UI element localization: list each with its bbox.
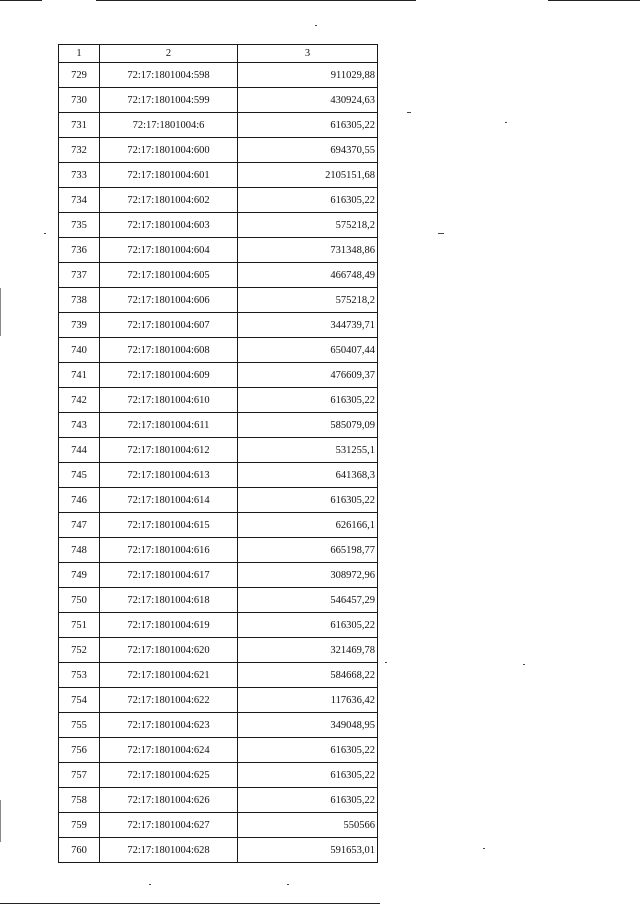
- cadastral-value-cell: 430924,63: [238, 88, 378, 113]
- table-row: [59, 413, 378, 438]
- cadastral-number-cell: 72:17:1801004:616: [100, 538, 238, 563]
- row-number-cell: 738: [59, 288, 100, 313]
- row-number-cell: 742: [59, 388, 100, 413]
- table-row: [59, 563, 378, 588]
- speck: [287, 884, 289, 885]
- speck: [407, 112, 411, 113]
- speck: [149, 884, 151, 885]
- cadastral-value-cell: 616305,22: [238, 788, 378, 813]
- row-number-cell: 744: [59, 438, 100, 463]
- table-row: [59, 263, 378, 288]
- cadastral-value-cell: 591653,01: [238, 838, 378, 863]
- cadastral-number-cell: 72:17:1801004:601: [100, 163, 238, 188]
- cadastral-number-cell: 72:17:1801004:613: [100, 463, 238, 488]
- cadastral-value-cell: 626166,1: [238, 513, 378, 538]
- header-col-3: 3: [238, 45, 378, 63]
- table-header: [59, 45, 378, 63]
- cadastral-number-cell: 72:17:1801004:608: [100, 338, 238, 363]
- cadastral-number-cell: 72:17:1801004:622: [100, 688, 238, 713]
- speck: [483, 848, 485, 849]
- table-row: [59, 713, 378, 738]
- table-row: [59, 588, 378, 613]
- scan-top-edge-line-mid: [96, 0, 416, 1]
- table-row: [59, 538, 378, 563]
- cadastral-value-cell: 616305,22: [238, 388, 378, 413]
- row-number-cell: 754: [59, 688, 100, 713]
- table-row: [59, 88, 378, 113]
- cadastral-value-cell: 2105151,68: [238, 163, 378, 188]
- row-number-cell: 743: [59, 413, 100, 438]
- table-row: [59, 188, 378, 213]
- cadastral-number-cell: 72:17:1801004:615: [100, 513, 238, 538]
- table-row: [59, 363, 378, 388]
- row-number-cell: 729: [59, 63, 100, 88]
- row-number-cell: 740: [59, 338, 100, 363]
- header-row: [59, 45, 378, 63]
- row-number-cell: 748: [59, 538, 100, 563]
- row-number-cell: 732: [59, 138, 100, 163]
- cadastral-number-cell: 72:17:1801004:605: [100, 263, 238, 288]
- cadastral-value-cell: 531255,1: [238, 438, 378, 463]
- speck: [505, 122, 507, 123]
- table-row: [59, 638, 378, 663]
- scan-bottom-edge-line: [0, 903, 380, 904]
- row-number-cell: 741: [59, 363, 100, 388]
- cadastral-number-cell: 72:17:1801004:618: [100, 588, 238, 613]
- cadastral-value-cell: 585079,09: [238, 413, 378, 438]
- table-body: [59, 63, 378, 863]
- row-number-cell: 749: [59, 563, 100, 588]
- row-number-cell: 759: [59, 813, 100, 838]
- cadastral-number-cell: 72:17:1801004:598: [100, 63, 238, 88]
- table-row: [59, 163, 378, 188]
- cadastral-value-cell: 911029,88: [238, 63, 378, 88]
- table-row: [59, 313, 378, 338]
- cadastral-value-cell: 641368,3: [238, 463, 378, 488]
- row-number-cell: 745: [59, 463, 100, 488]
- cadastral-value-cell: 349048,95: [238, 713, 378, 738]
- cadastral-number-cell: 72:17:1801004:611: [100, 413, 238, 438]
- cadastral-number-cell: 72:17:1801004:620: [100, 638, 238, 663]
- cadastral-number-cell: 72:17:1801004:623: [100, 713, 238, 738]
- table-row: [59, 213, 378, 238]
- row-number-cell: 757: [59, 763, 100, 788]
- table-row: [59, 388, 378, 413]
- cadastral-value-cell: 616305,22: [238, 188, 378, 213]
- row-number-cell: 760: [59, 838, 100, 863]
- scan-top-edge-line-right: [548, 0, 640, 1]
- speck: [315, 25, 317, 26]
- header-col-1: 1: [59, 45, 100, 63]
- cadastral-value-cell: 694370,55: [238, 138, 378, 163]
- cadastral-number-cell: 72:17:1801004:600: [100, 138, 238, 163]
- table-row: [59, 438, 378, 463]
- table-row: [59, 138, 378, 163]
- row-number-cell: 737: [59, 263, 100, 288]
- row-number-cell: 736: [59, 238, 100, 263]
- cadastral-number-cell: 72:17:1801004:619: [100, 613, 238, 638]
- row-number-cell: 753: [59, 663, 100, 688]
- row-number-cell: 739: [59, 313, 100, 338]
- speck: [438, 233, 444, 234]
- row-number-cell: 735: [59, 213, 100, 238]
- row-number-cell: 747: [59, 513, 100, 538]
- table-row: [59, 788, 378, 813]
- cadastral-value-cell: 584668,22: [238, 663, 378, 688]
- cadastral-value-cell: 616305,22: [238, 763, 378, 788]
- cadastral-value-cell: 650407,44: [238, 338, 378, 363]
- table-row: [59, 63, 378, 88]
- cadastral-value-cell: 616305,22: [238, 113, 378, 138]
- table-row: [59, 288, 378, 313]
- cadastral-number-cell: 72:17:1801004:614: [100, 488, 238, 513]
- row-number-cell: 758: [59, 788, 100, 813]
- cadastral-value-cell: 117636,42: [238, 688, 378, 713]
- cadastral-number-cell: 72:17:1801004:627: [100, 813, 238, 838]
- cadastral-number-cell: 72:17:1801004:606: [100, 288, 238, 313]
- row-number-cell: 750: [59, 588, 100, 613]
- cadastral-value-cell: 575218,2: [238, 288, 378, 313]
- table-row: [59, 238, 378, 263]
- cadastral-value-cell: 575218,2: [238, 213, 378, 238]
- table-row: [59, 613, 378, 638]
- table-row: [59, 763, 378, 788]
- cadastral-value-cell: 616305,22: [238, 738, 378, 763]
- cadastral-number-cell: 72:17:1801004:624: [100, 738, 238, 763]
- cadastral-number-cell: 72:17:1801004:628: [100, 838, 238, 863]
- cadastral-number-cell: 72:17:1801004:607: [100, 313, 238, 338]
- cadastral-number-cell: 72:17:1801004:604: [100, 238, 238, 263]
- table-row: [59, 513, 378, 538]
- cadastral-number-cell: 72:17:1801004:6: [100, 113, 238, 138]
- table-row: [59, 688, 378, 713]
- cadastral-value-cell: 476609,37: [238, 363, 378, 388]
- row-number-cell: 756: [59, 738, 100, 763]
- cadastral-value-cell: 546457,29: [238, 588, 378, 613]
- table-row: [59, 663, 378, 688]
- cadastral-value-cell: 344739,71: [238, 313, 378, 338]
- table-row: [59, 813, 378, 838]
- speck: [523, 664, 525, 665]
- cadastral-value-table: [58, 44, 378, 863]
- row-number-cell: 751: [59, 613, 100, 638]
- table-row: [59, 738, 378, 763]
- cadastral-value-cell: 616305,22: [238, 488, 378, 513]
- speck: [385, 662, 387, 663]
- cadastral-value-cell: 731348,86: [238, 238, 378, 263]
- cadastral-number-cell: 72:17:1801004:603: [100, 213, 238, 238]
- speck: [44, 233, 46, 234]
- row-number-cell: 731: [59, 113, 100, 138]
- row-number-cell: 730: [59, 88, 100, 113]
- cadastral-number-cell: 72:17:1801004:621: [100, 663, 238, 688]
- table-row: [59, 338, 378, 363]
- cadastral-value-cell: 321469,78: [238, 638, 378, 663]
- cadastral-value-cell: 308972,96: [238, 563, 378, 588]
- header-col-2: 2: [100, 45, 238, 63]
- cadastral-value-cell: 665198,77: [238, 538, 378, 563]
- cadastral-number-cell: 72:17:1801004:626: [100, 788, 238, 813]
- cadastral-value-cell: 550566: [238, 813, 378, 838]
- cadastral-number-cell: 72:17:1801004:609: [100, 363, 238, 388]
- cadastral-number-cell: 72:17:1801004:610: [100, 388, 238, 413]
- row-number-cell: 734: [59, 188, 100, 213]
- cadastral-value-cell: 466748,49: [238, 263, 378, 288]
- cadastral-number-cell: 72:17:1801004:602: [100, 188, 238, 213]
- cadastral-number-cell: 72:17:1801004:612: [100, 438, 238, 463]
- table-row: [59, 113, 378, 138]
- scan-left-edge-mark-2: [0, 800, 1, 842]
- row-number-cell: 755: [59, 713, 100, 738]
- cadastral-value-cell: 616305,22: [238, 613, 378, 638]
- cadastral-number-cell: 72:17:1801004:617: [100, 563, 238, 588]
- row-number-cell: 752: [59, 638, 100, 663]
- row-number-cell: 733: [59, 163, 100, 188]
- cadastral-number-cell: 72:17:1801004:599: [100, 88, 238, 113]
- table-row: [59, 463, 378, 488]
- cadastral-number-cell: 72:17:1801004:625: [100, 763, 238, 788]
- scan-top-edge-line-left: [0, 0, 42, 1]
- table-row: [59, 838, 378, 863]
- table-row: [59, 488, 378, 513]
- row-number-cell: 746: [59, 488, 100, 513]
- scan-left-edge-mark-1: [0, 288, 1, 336]
